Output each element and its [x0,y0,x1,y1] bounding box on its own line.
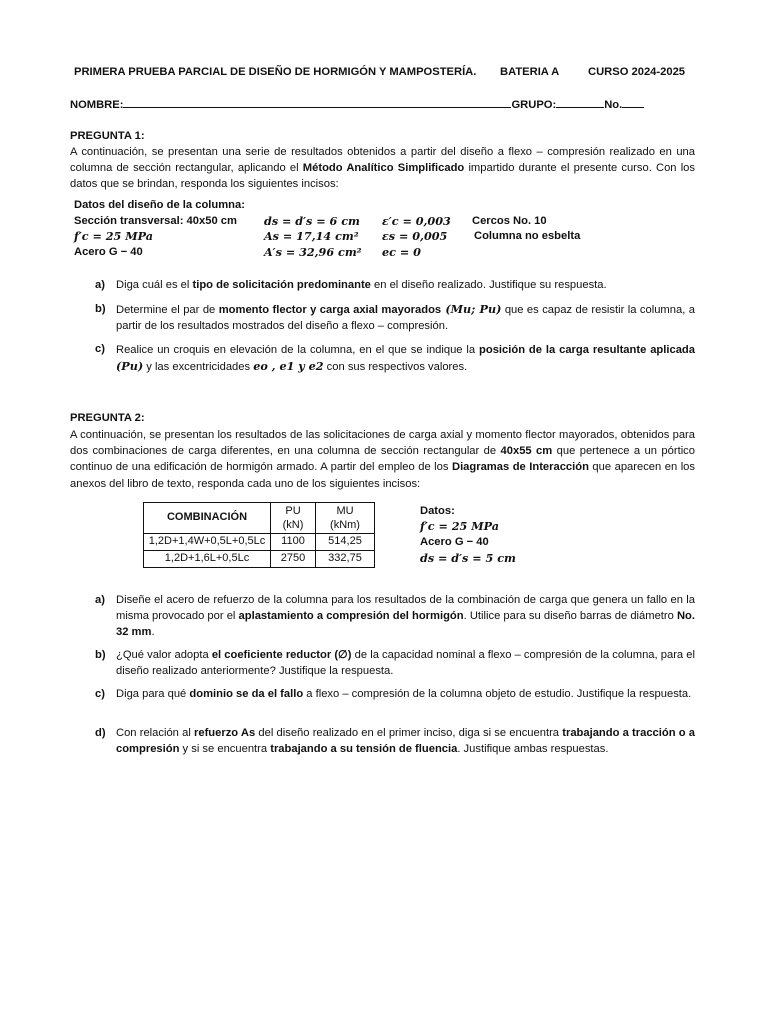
q1-data-block [74,197,694,267]
name-row [70,96,644,113]
q1-seccion: Sección transversal: 40x50 cm [74,215,237,227]
table-header-row [144,503,375,534]
no-blank[interactable] [622,96,644,108]
q2-datos-title: Datos: [420,505,455,517]
exam-page: PRIMERA PRUEBA PARCIAL DE DISEÑO DE HORMIGÓN Y MAMPOSTERÍA. BATERIA A CURSO 2024-2025 NOMBRE: GRUPO: No. PREGUNTA 1: A continuación, se presentan una serie de resultados obtenidos a partir del diseño a flexo – compresión realizado en una columna de sección rectangular, aplicando el Método Analítico Simplificado impartido durante el presente curso. Con los datos que se brindan, responda los siguientes incisos: Datos del diseño de la columna: Sección transversal: 40x50 cm f′c = 25 MPa Acero G − 40 ds = d′s = 6 cm As = 17,14 cm² A′s = 32,96 cm² ε′c = 0,003 εs = 0,005 ec = 0 Cercos No. 10 Columna no esbelta a) Diga cuál es el tipo de solicitación predominante en el diseño realizado. Justifique su respuesta. b) Determine el par de momento flector y carga axial mayorados (Mu; Pu) que es capaz de resistir la columna, a partir de los resultados mostrados del diseño a flexo – compresión. c) Realice un croquis en elevación de la columna, en el que se indique la posición de la carga resultante aplicada (Pu) y las excentricidades eo , e1 y e2 con sus respectivos valores. PREGUNTA 2: A continuación, se presentan los resultados de las solicitaciones de carga axial y momento flector mayorados, obtenidos para dos combinaciones de carga diferentes, en una columna de sección rectangular de 40x55 cm que pertenece a un pórtico continuo de una edificación de hormigón armado. A partir del empleo de los Diagramas de Interacción que aparecen en los anexos del libro de texto, responda cada uno de los siguientes incisos: COMBINACIÓN PU (kN) MU (kNm) 1,2D+1,4W+0,5L+0,5Lc 1100 514,25 1,2D+1,6L+0,5Lc 2750 332,75 Datos: f′c = 25 MPa Acero G − 40 ds = d′s = 5 cm a) Diseñe el acero de refuerzo de la columna para los resultados de la combinación de carga que genera un fallo en la misma provocado por el aplastamiento a compresión del hormigón. Utilice para su diseño barras de diámetro No. 32 mm. b) ¿Qué valor adopta el coeficiente reductor (∅) de la capacidad nominal a flexo – compresión de la columna, para el diseño realizado anteriormente? Justifique la respuesta. c) Diga para qué dominio se da el fallo a flexo – compresión de la columna objeto de estudio. Justifique la respuesta. d) Con relación al refuerzo As del diseño realizado en el primer inciso, diga si se encuentra trabajando a tracción o a compresión y si se encuentra trabajando a su tensión de fluencia. Justifique ambas respuestas. [70,66,696,756]
exam-title: PRIMERA PRUEBA PARCIAL DE DISEÑO DE HORMIGÓN Y MAMPOSTERÍA. [74,66,477,78]
q1-eps-c: ε′c = 0,003 [382,214,451,228]
combination-table [143,502,375,568]
bateria-label: BATERIA A [500,66,560,78]
q2-acero: Acero G − 40 [420,536,489,548]
grupo-label: GRUPO: [511,99,557,111]
q2-fc: f′c = 25 MPa [420,519,499,533]
table-row: 1,2D+1,6L+0,5Lc 2750 332,75 [144,550,375,567]
no-label: No. [604,99,623,111]
header-pu: PU (kN) [271,503,316,534]
q1-intro: A continuación, se presentan una serie de resultados obtenidos a partir del diseño a flexo – compresión realizado en una columna de sección rectangular, aplicando el Método Analítico Simplificado impartido durante el presente curso. Con los datos que se brindan, responda los siguientes incisos: [70,146,695,191]
q1-data-title: Datos del diseño de la columna: [74,199,245,211]
grupo-blank[interactable] [556,96,604,108]
q2-datos-block [420,503,620,573]
q1-acero: Acero G − 40 [74,246,143,258]
q1-cercos: Cercos No. 10 [472,215,547,227]
header-combinacion: COMBINACIÓN [144,503,271,534]
q1-title: PREGUNTA 1: [70,130,145,142]
nombre-blank[interactable] [123,96,511,108]
curso-label: CURSO 2024-2025 [588,66,686,78]
header-mu: MU (kNm) [316,503,375,534]
q1-ec: ec = 0 [382,245,421,259]
nombre-label: NOMBRE: [70,99,124,111]
q1-ds: ds = d′s = 6 cm [264,214,360,228]
q2-ds: ds = d′s = 5 cm [420,551,516,565]
q1-eps-s: εs = 0,005 [382,229,448,243]
q2-title: PREGUNTA 2: [70,412,145,424]
table-row: 1,2D+1,4W+0,5L+0,5Lc 1100 514,25 [144,534,375,551]
q1-esbeltez: Columna no esbelta [474,230,581,242]
q1-as-prime: A′s = 32,96 cm² [264,245,362,259]
q1-as: As = 17,14 cm² [264,229,359,243]
q1-fc: f′c = 25 MPa [74,229,153,243]
q2-intro: A continuación, se presentan los resultados de las solicitaciones de carga axial y momento flector mayorados, obtenidos para dos combinaciones de carga diferentes, en una columna de sección rectangular de 40x55 cm que pertenece a un pórtico continuo de una edificación de hormigón armado. A partir del empleo de los Diagramas de Interacción que aparecen en los anexos del libro de texto, responda cada uno de los siguientes incisos: [70,429,695,490]
